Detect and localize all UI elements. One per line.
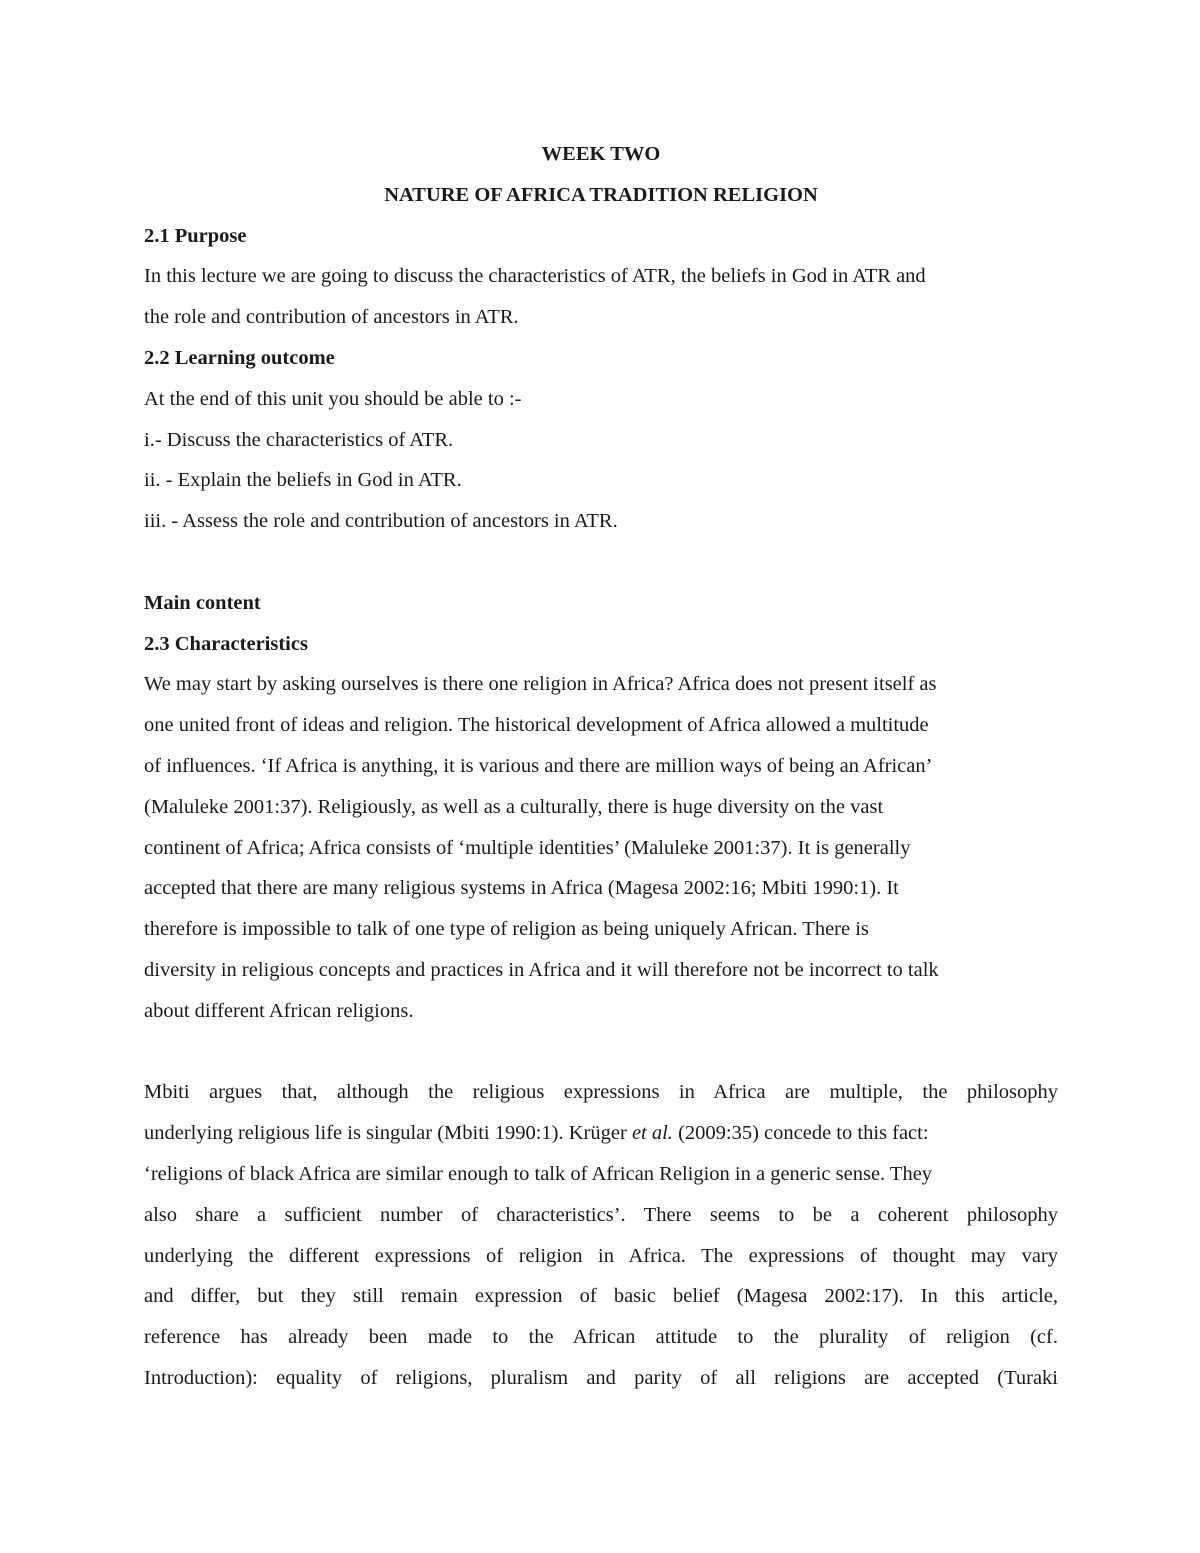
purpose-line: In this lecture we are going to discuss the characteristics of ATR, the beliefs in God in ATR and [144,265,926,288]
paragraph2-line: and differ, but they still remain expression of basic belief (Magesa 2002:17). In this article, [144,1285,1058,1308]
paragraph2-italic-text: et al. [631,1122,673,1145]
paragraph1-line: diversity in religious concepts and practices in Africa and it will therefore not be incorrect to talk [144,958,939,981]
paragraph1-line: about different African religions. [144,999,414,1022]
main-content-heading: Main content [144,591,261,614]
learning-outcome-item: ii. - Explain the beliefs in God in ATR. [144,469,462,492]
paragraph2-line: reference has already been made to the African attitude to the plurality of religion (cf. [144,1326,1058,1349]
document-subtitle: NATURE OF AFRICA TRADITION RELIGION [384,183,818,206]
spacer [144,1032,1058,1073]
paragraph2-line: ‘religions of black Africa are similar enough to talk of African Religion in a generic sense. They [144,1162,933,1185]
paragraph2-line-with-italic [144,1113,1058,1154]
learning-outcome-item: i.- Discuss the characteristics of ATR. [144,428,454,451]
purpose-heading: 2.1 Purpose [144,224,247,247]
paragraph2-line: underlying the different expressions of religion in Africa. The expressions of thought may vary [144,1244,1058,1267]
paragraph2-line: also share a sufficient number of characteristics’. There seems to be a coherent philosophy [144,1203,1058,1226]
paragraph1-line: (Maluleke 2001:37). Religiously, as well as a culturally, there is huge diversity on the vast [144,795,884,818]
paragraph2-text: (2009:35) concede to this fact: [672,1122,929,1145]
purpose-line: the role and contribution of ancestors in ATR. [144,306,519,329]
learning-outcome-heading: 2.2 Learning outcome [144,346,335,369]
paragraph2-line: Mbiti argues that, although the religious expressions in Africa are multiple, the philosophy [144,1081,1058,1104]
paragraph1-line: continent of Africa; Africa consists of ‘multiple identities’ (Maluleke 2001:37). It is generally [144,836,911,859]
document-title: WEEK TWO [541,143,661,165]
learning-outcome-item: iii. - Assess the role and contribution of ancestors in ATR. [144,510,618,533]
characteristics-heading: 2.3 Characteristics [144,632,308,655]
paragraph1-line: one united front of ideas and religion. The historical development of Africa allowed a multitude [144,714,929,737]
document-body [144,134,1058,1399]
paragraph2-text: underlying religious life is singular (Mbiti 1990:1). Krüger [144,1122,632,1145]
spacer [144,542,1058,583]
paragraph2-line: Introduction): equality of religions, pluralism and parity of all religions are accepted (Turaki [144,1366,1058,1389]
learning-outcome-intro: At the end of this unit you should be able to :- [144,387,522,410]
paragraph1-line: accepted that there are many religious systems in Africa (Magesa 2002:16; Mbiti 1990:1). It [144,877,899,900]
paragraph1-line: therefore is impossible to talk of one type of religion as being uniquely African. There is [144,918,869,941]
paragraph1-line: We may start by asking ourselves is there one religion in Africa? Africa does not present itself as [144,673,937,696]
paragraph1-line: of influences. ‘If Africa is anything, it is various and there are million ways of being an African’ [144,754,933,777]
